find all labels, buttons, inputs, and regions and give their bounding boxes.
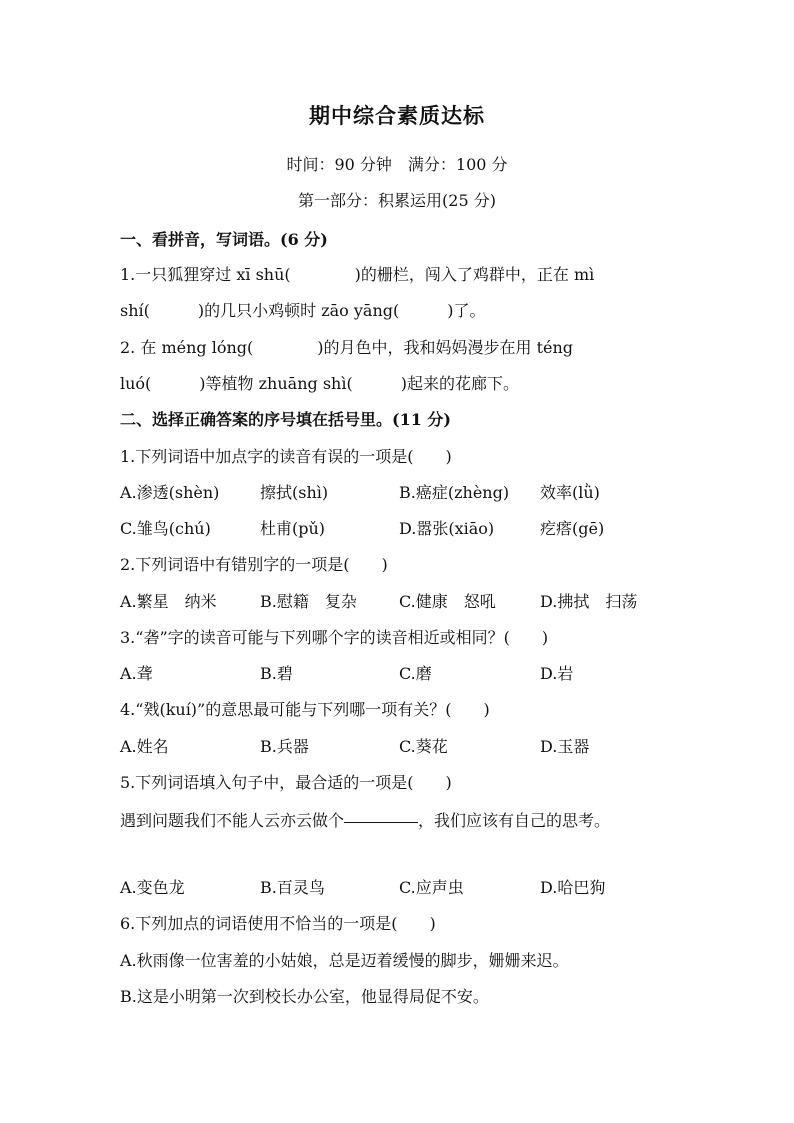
q2-1-option-c1: C.雏鸟(chú) — [120, 519, 211, 538]
section-2-heading: 二、选择正确答案的序号填在括号里。(11 分) — [120, 410, 451, 429]
q2-1-option-a1: A.渗透(shèn) — [120, 483, 220, 502]
q2-1-option-a2: 擦拭(shì) — [260, 483, 329, 502]
q2-5-sentence-start: 遇到问题我们不能人云亦云做个 — [120, 811, 345, 830]
q2-3-option-a: A.聋 — [120, 664, 153, 683]
q2-6-stem: 6.下列加点的词语使用不恰当的一项是( ) — [120, 914, 436, 933]
q1-2-line2: luó( )等植物 zhuāng shì( )起来的花廊下。 — [120, 374, 519, 393]
q2-3-option-d: D.岩 — [540, 664, 574, 683]
q2-2-stem: 2.下列词语中有错别字的一项是( ) — [120, 555, 388, 574]
q2-1-stem: 1.下列词语中加点字的读音有误的一项是( ) — [120, 447, 452, 466]
q2-1-option-d1: D.嚣张(xiāo) — [399, 519, 495, 538]
q2-5-option-a: A.变色龙 — [120, 878, 185, 897]
q2-5-sentence — [120, 810, 610, 832]
q2-1-option-b1: B.癌症(zhèng) — [399, 483, 510, 502]
q2-4-stem: 4.“戣(kuí)”的意思最可能与下列哪一项有关？( ) — [120, 700, 490, 719]
q2-4-option-d: D.玉器 — [540, 737, 590, 756]
section-1-heading: 一、看拼音，写词语。(6 分) — [120, 230, 328, 249]
q2-3-option-c: C.磨 — [399, 664, 432, 683]
q2-1-option-b2: 效率(lǜ) — [540, 483, 600, 502]
q2-2-option-a: A.繁星 纳米 — [120, 592, 217, 611]
answer-blank — [344, 821, 418, 823]
q1-2-line1: 2. 在 méng lóng( )的月色中，我和妈妈漫步在用 téng — [120, 338, 574, 357]
q1-1-line1: 1.一只狐狸穿过 xī shū( )的栅栏，闯入了鸡群中，正在 mì — [120, 265, 595, 284]
q2-2-option-d: D.拂拭 扫荡 — [540, 592, 638, 611]
q2-2-option-c: C.健康 怒吼 — [399, 592, 496, 611]
exam-meta: 时间：90 分钟 满分：100 分 — [286, 155, 508, 174]
q2-3-option-b: B.碧 — [260, 664, 293, 683]
q2-5-stem: 5.下列词语填入句子中，最合适的一项是( ) — [120, 773, 452, 792]
q2-4-option-a: A.姓名 — [120, 737, 169, 756]
q1-1-line2: shí( )的几只小鸡顿时 zāo yāng( )了。 — [120, 301, 486, 320]
q2-5-sentence-end: ，我们应该有自己的思考。 — [418, 811, 611, 830]
q2-5-option-c: C.应声虫 — [399, 878, 464, 897]
q2-5-option-d: D.哈巴狗 — [540, 878, 606, 897]
q2-2-option-b: B.慰籍 复杂 — [260, 592, 357, 611]
q2-4-option-b: B.兵器 — [260, 737, 309, 756]
q2-5-option-b: B.百灵鸟 — [260, 878, 325, 897]
part-heading: 第一部分：积累运用(25 分) — [298, 191, 496, 210]
page-title: 期中综合素质达标 — [309, 103, 485, 128]
q2-1-option-c2: 杜甫(pǔ) — [260, 519, 326, 538]
q2-6-option-a: A.秋雨像一位害羞的小姑娘，总是迈着缓慢的脚步，姗姗来迟。 — [120, 951, 569, 970]
q2-3-stem: 3.“砻”字的读音可能与下列哪个字的读音相近或相同？( ) — [120, 628, 549, 647]
q2-4-option-c: C.葵花 — [399, 737, 448, 756]
q2-6-option-b: B.这是小明第一次到校长办公室，他显得局促不安。 — [120, 987, 489, 1006]
q2-1-option-d2: 疙瘩(gē) — [540, 519, 605, 538]
